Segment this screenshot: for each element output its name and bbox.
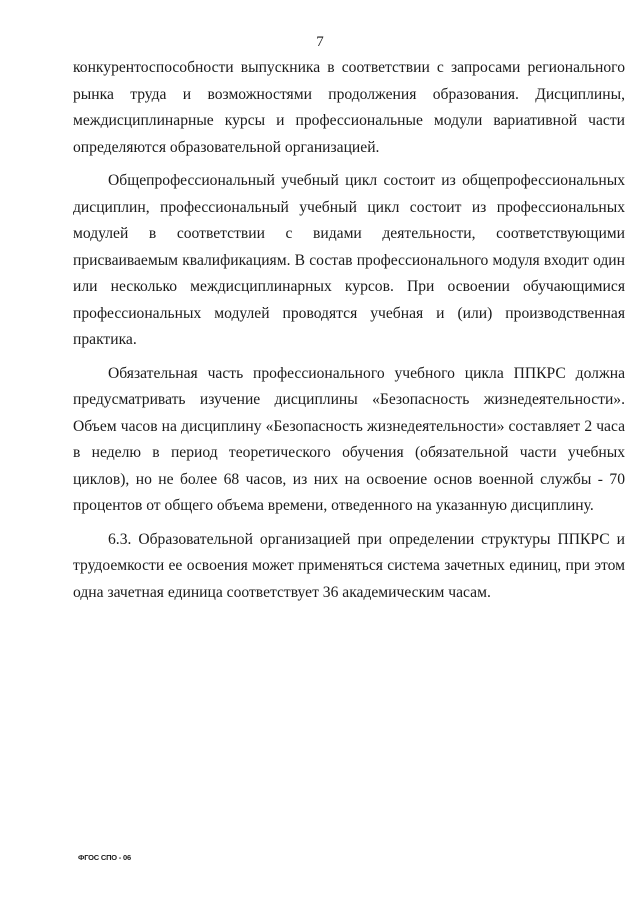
paragraph-2: Общепрофессиональный учебный цикл состоит из общепрофессиональных дисциплин, профессиональный учебный цикл состоит из профессиональных модулей в соответствии с видами деятельности, соответствующими присваиваемым квалификациям. В состав профессионального модуля входит один или несколько междисциплинарных курсов. При освоении обучающимися профессиональных модулей проводятся учебная и (или) производственная практика. xyxy=(73,172,625,348)
footer-label: ФГОС СПО - 06 xyxy=(78,853,131,862)
document-body xyxy=(73,55,625,613)
page-number: 7 xyxy=(316,34,324,50)
paragraph-3: Обязательная часть профессионального учебного цикла ППКРС должна предусматривать изучение дисциплины «Безопасность жизнедеятельности». Объем часов на дисциплину «Безопасность жизнедеятельности» составляет 2 часа в неделю в период теоретического обучения (обязательной части учебных циклов), но не более 68 часов, из них на освоение основ военной службы - 70 процентов от общего объема времени, отведенного на указанную дисциплину. xyxy=(73,364,625,514)
paragraph-4: 6.3. Образовательной организацией при определении структуры ППКРС и трудоемкости ее освоения может применяться система зачетных единиц, при этом одна зачетная единица соответствует 36 академическим часам. xyxy=(73,530,625,601)
paragraph-1: конкурентоспособности выпускника в соответствии с запросами регионального рынка труда и возможностями продолжения образования. Дисциплины, междисциплинарные курсы и профессиональные модули вариативной части определяются образовательной организацией. xyxy=(73,59,625,156)
